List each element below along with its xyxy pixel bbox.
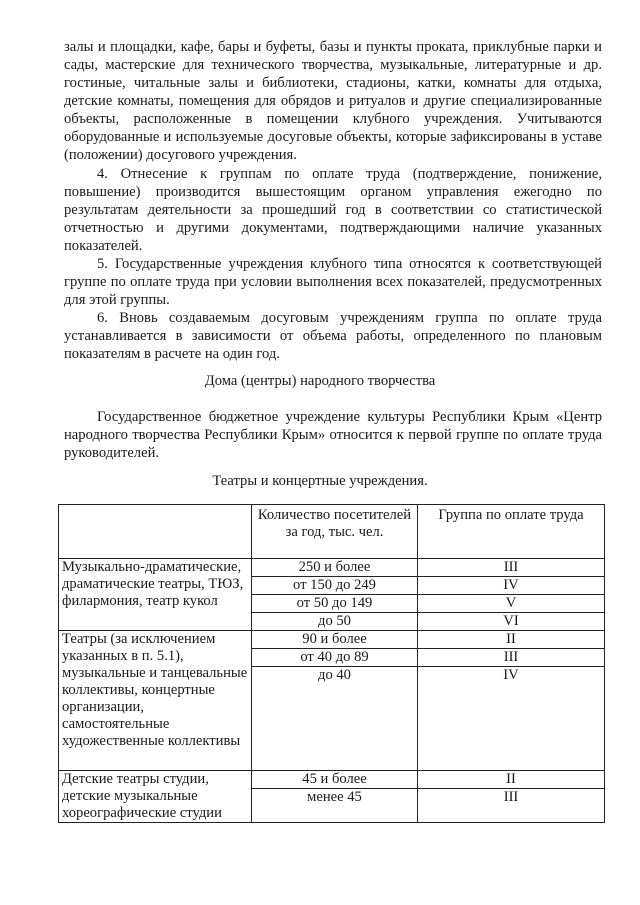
table-row bbox=[59, 559, 605, 577]
category-cell: Детские театры студии, детские музыкальные хореографические студии bbox=[59, 771, 252, 823]
heading-theatres: Театры и концертные учреждения. bbox=[212, 473, 428, 489]
category-cell: Театры (за исключением указанных в п. 5.1), музыкальные и танцевальные коллективы, концертные организации, самостоятельные художественные коллективы bbox=[59, 631, 252, 771]
group-cell: IV bbox=[418, 577, 605, 595]
pay-groups-table bbox=[58, 504, 605, 823]
table-row bbox=[59, 771, 605, 789]
visitors-cell: менее 45 bbox=[252, 789, 418, 823]
visitors-cell: от 40 до 89 bbox=[252, 649, 418, 667]
group-cell: III bbox=[418, 649, 605, 667]
visitors-cell: 45 и более bbox=[252, 771, 418, 789]
visitors-cell: от 150 до 249 bbox=[252, 577, 418, 595]
paragraph-center: Государственное бюджетное учреждение культуры Республики Крым «Центр народного творчества Республики Крым» относится к первой группе по оплате труда руководителей. bbox=[64, 409, 602, 461]
visitors-cell: 250 и более bbox=[252, 559, 418, 577]
paragraph-5: 5. Государственные учреждения клубного типа относятся к соответствующей группе по оплате труда при условии выполнения всех показателей, предусмотренных для этой группы. bbox=[64, 256, 602, 308]
visitors-cell: до 40 bbox=[252, 667, 418, 771]
visitors-cell: от 50 до 149 bbox=[252, 595, 418, 613]
header-cell-visitors: Количество посетителей за год, тыс. чел. bbox=[252, 505, 418, 559]
group-cell: VI bbox=[418, 613, 605, 631]
table-row bbox=[59, 631, 605, 649]
paragraph-6: 6. Вновь создаваемым досуговым учреждениям группа по оплате труда устанавливается в зависимости от объема работы, определенного по плановым показателям в расчете на один год. bbox=[64, 310, 602, 362]
group-cell: IV bbox=[418, 667, 605, 771]
header-cell-category bbox=[59, 505, 252, 559]
category-cell: Музыкально-драматические, драматические театры, ТЮЗ, филармония, театр кукол bbox=[59, 559, 252, 631]
paragraph-4: 4. Отнесение к группам по оплате труда (подтверждение, понижение, повышение) производится вышестоящим органом управления ежегодно по результатам деятельности за прошедший год в соответствии со статистической отчетностью и другими документами, подтверждающими наличие указанных показателей. bbox=[64, 166, 602, 254]
heading-houses-of-folk-art: Дома (центры) народного творчества bbox=[204, 373, 436, 389]
group-cell: V bbox=[418, 595, 605, 613]
table-header-row bbox=[59, 505, 605, 559]
group-cell: III bbox=[418, 559, 605, 577]
group-cell: III bbox=[418, 789, 605, 823]
group-cell: II bbox=[418, 771, 605, 789]
visitors-cell: 90 и более bbox=[252, 631, 418, 649]
group-cell: II bbox=[418, 631, 605, 649]
visitors-cell: до 50 bbox=[252, 613, 418, 631]
paragraph-intro: залы и площадки, кафе, бары и буфеты, базы и пункты проката, приклубные парки и сады, мастерские для технического творчества, музыкальные, литературные и др. гостиные, читальные залы и библиотеки, стадионы, катки, комнаты для отдыха, детские комнаты, помещения для обрядов и ритуалов и другие специализированные объекты, расположенные в помещении клубного учреждения. Учитываются оборудованные и используемые досуговые объекты, которые зафиксированы в уставе (положении) досугового учреждения. bbox=[64, 39, 602, 163]
header-cell-group: Группа по оплате труда bbox=[418, 505, 605, 559]
